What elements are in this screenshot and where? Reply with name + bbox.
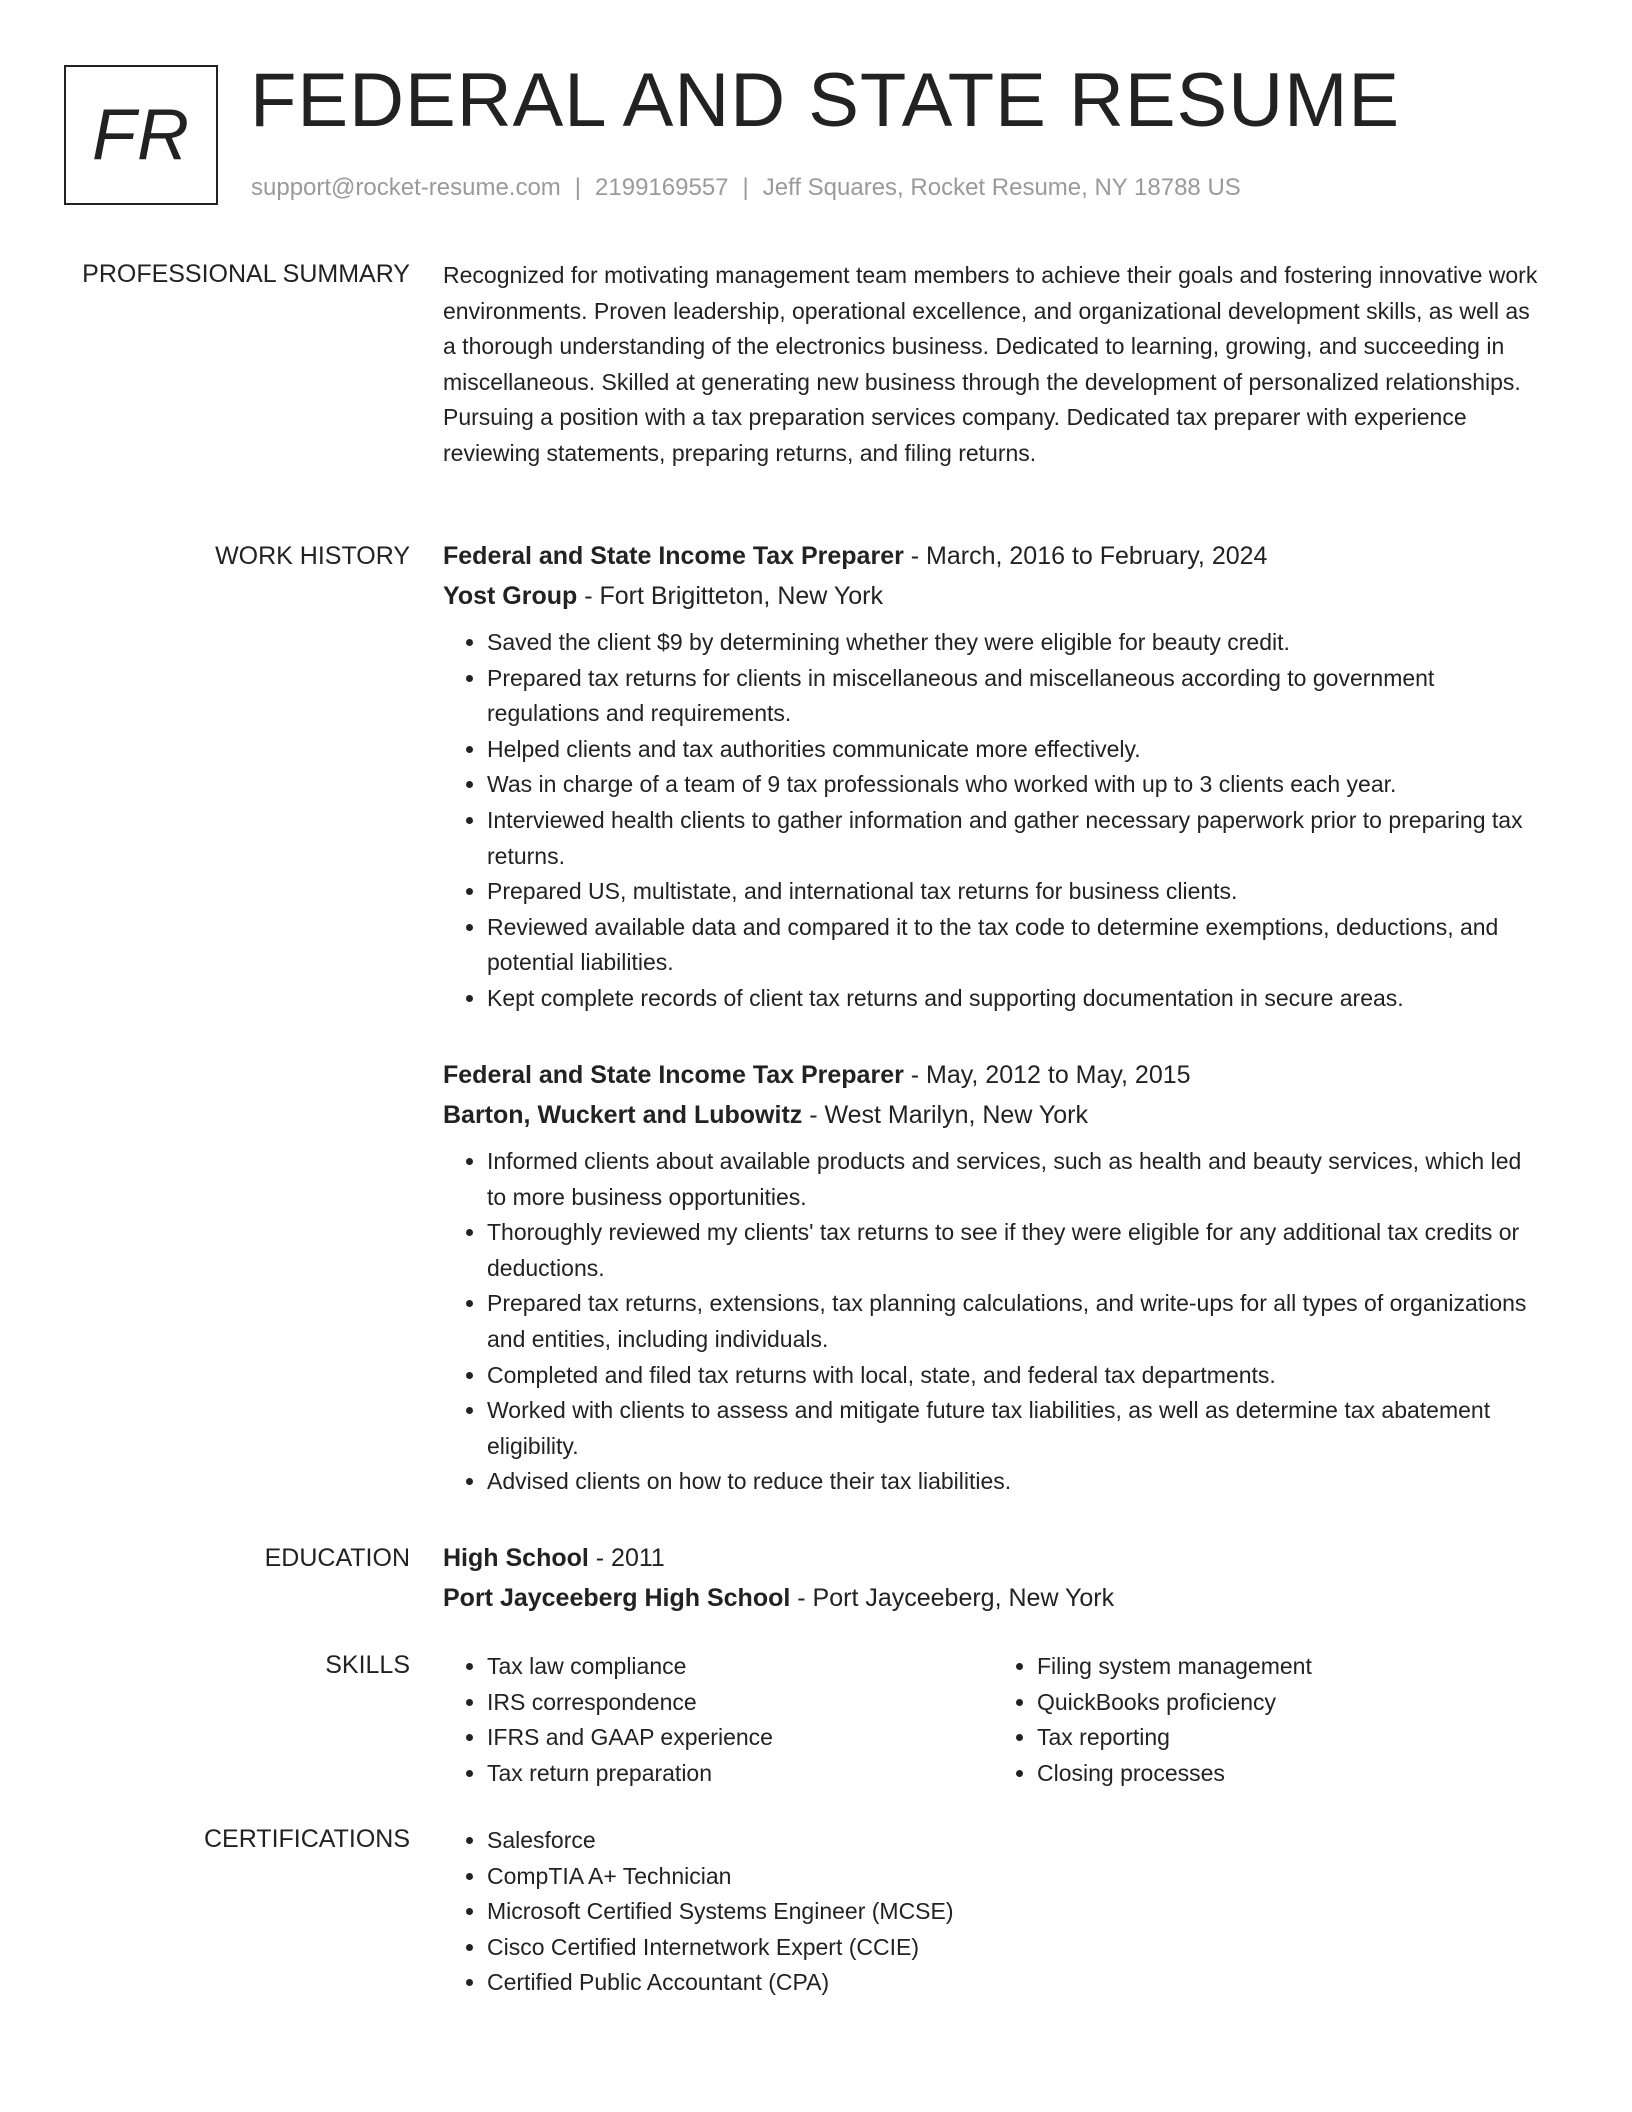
- monogram-badge: [64, 65, 218, 205]
- list-item: • CompTIA A+ Technician: [487, 1859, 1543, 1895]
- skills-list-left: [443, 1649, 993, 1791]
- contact-address: Jeff Squares, Rocket Resume, NY 18788 US: [762, 174, 1241, 201]
- contact-phone: 2199169557: [595, 174, 729, 201]
- initials: FR: [92, 95, 190, 175]
- section-label-certifications: CERTIFICATIONS: [203, 1825, 410, 1853]
- contact-email: support@rocket-resume.com: [251, 174, 561, 201]
- list-item: • Saved the client $9 by determining whether they were eligible for beauty credit.: [487, 625, 1543, 661]
- education-school-line: [443, 1578, 1543, 1618]
- skills-list-right: [993, 1649, 1543, 1791]
- contact-separator: |: [574, 174, 582, 201]
- list-item: • Informed clients about available products and services, such as health and beauty services, which led to more business opportunities.: [487, 1144, 1543, 1215]
- list-item: • Tax return preparation: [487, 1756, 993, 1792]
- list-item: • Was in charge of a team of 9 tax professionals who worked with up to 3 clients each year.: [487, 767, 1543, 803]
- list-item: • Tax law compliance: [487, 1649, 993, 1685]
- section-label-skills: SKILLS: [325, 1651, 410, 1679]
- list-item: • Tax reporting: [1037, 1720, 1543, 1756]
- job-company-line: [443, 1095, 1543, 1135]
- job-dates: - May, 2012 to May, 2015: [903, 1061, 1191, 1089]
- list-item: • Microsoft Certified Systems Engineer (MCSE): [487, 1894, 1543, 1930]
- education-degree-line: [443, 1538, 1543, 1578]
- list-item: • Certified Public Accountant (CPA): [487, 1965, 1543, 2001]
- job-title: Federal and State Income Tax Preparer: [443, 542, 904, 570]
- list-item: • Prepared tax returns, extensions, tax planning calculations, and write-ups for all types of organizations and entities, including individuals.: [487, 1286, 1543, 1357]
- resume-title: FEDERAL AND STATE RESUME: [250, 58, 1401, 143]
- education-school: Port Jayceeberg High School: [443, 1584, 791, 1612]
- list-item: • Helped clients and tax authorities communicate more effectively.: [487, 732, 1543, 768]
- list-item: • Completed and filed tax returns with local, state, and federal tax departments.: [487, 1358, 1543, 1394]
- list-item: • Interviewed health clients to gather information and gather necessary paperwork prior to preparing tax returns.: [487, 803, 1543, 874]
- list-item: • Thoroughly reviewed my clients' tax returns to see if they were eligible for any additional tax credits or deductions.: [487, 1215, 1543, 1286]
- list-item: • Advised clients on how to reduce their tax liabilities.: [487, 1464, 1543, 1500]
- section-label-summary: PROFESSIONAL SUMMARY: [82, 260, 410, 288]
- job-dates: - March, 2016 to February, 2024: [903, 542, 1268, 570]
- summary-section: [443, 258, 1543, 472]
- summary-text: Recognized for motivating management team members to achieve their goals and fostering innovative work environments. Proven leadership, operational excellence, and organizational development skills, as well as a thorough understanding of the electronics business. Dedicated to learning, growing, and succeeding in miscellaneous. Skilled at generating new business through the development of personalized relationships. Pursuing a position with a tax preparation services company. Dedicated tax preparer with experience reviewing statements, preparing returns, and filing returns.: [443, 262, 1538, 466]
- list-item: • Closing processes: [1037, 1756, 1543, 1792]
- list-item: • Prepared US, multistate, and international tax returns for business clients.: [487, 874, 1543, 910]
- job-bullets: [443, 1144, 1543, 1500]
- list-item: • Worked with clients to assess and mitigate future tax liabilities, as well as determine tax abatement eligibility.: [487, 1393, 1543, 1464]
- job-company-line: [443, 576, 1543, 616]
- job-bullets: [443, 625, 1543, 1017]
- list-item: • Salesforce: [487, 1823, 1543, 1859]
- job-title-line: [443, 1055, 1543, 1095]
- job-title-line: [443, 536, 1543, 576]
- list-item: • Kept complete records of client tax returns and supporting documentation in secure areas.: [487, 981, 1543, 1017]
- job-company: Yost Group: [443, 582, 578, 610]
- list-item: • QuickBooks proficiency: [1037, 1685, 1543, 1721]
- section-label-education: EDUCATION: [264, 1544, 410, 1572]
- list-item: • Prepared tax returns for clients in miscellaneous and miscellaneous according to government regulations and requirements.: [487, 661, 1543, 732]
- skills-section: [443, 1649, 1543, 1791]
- certifications-section: [443, 1823, 1543, 2001]
- list-item: • IRS correspondence: [487, 1685, 993, 1721]
- list-item: • Reviewed available data and compared it to the tax code to determine exemptions, deductions, and potential liabilities.: [487, 910, 1543, 981]
- list-item: • Cisco Certified Internetwork Expert (CCIE): [487, 1930, 1543, 1966]
- job-company: Barton, Wuckert and Lubowitz: [443, 1101, 803, 1129]
- job-location: - West Marilyn, New York: [802, 1101, 1088, 1129]
- job-entry: [443, 1055, 1543, 1500]
- job-title: Federal and State Income Tax Preparer: [443, 1061, 904, 1089]
- job-entry: [443, 536, 1543, 1017]
- contact-line: [251, 172, 1241, 204]
- education-degree: High School: [443, 1544, 589, 1572]
- education-year: - 2011: [588, 1544, 665, 1572]
- contact-separator: |: [742, 174, 749, 201]
- list-item: • IFRS and GAAP experience: [487, 1720, 993, 1756]
- certifications-list: [443, 1823, 1543, 2001]
- list-item: • Filing system management: [1037, 1649, 1543, 1685]
- education-section: [443, 1538, 1543, 1618]
- education-location: - Port Jayceeberg, New York: [790, 1584, 1115, 1612]
- section-label-work-history: WORK HISTORY: [215, 542, 410, 570]
- job-location: - Fort Brigitteton, New York: [577, 582, 883, 610]
